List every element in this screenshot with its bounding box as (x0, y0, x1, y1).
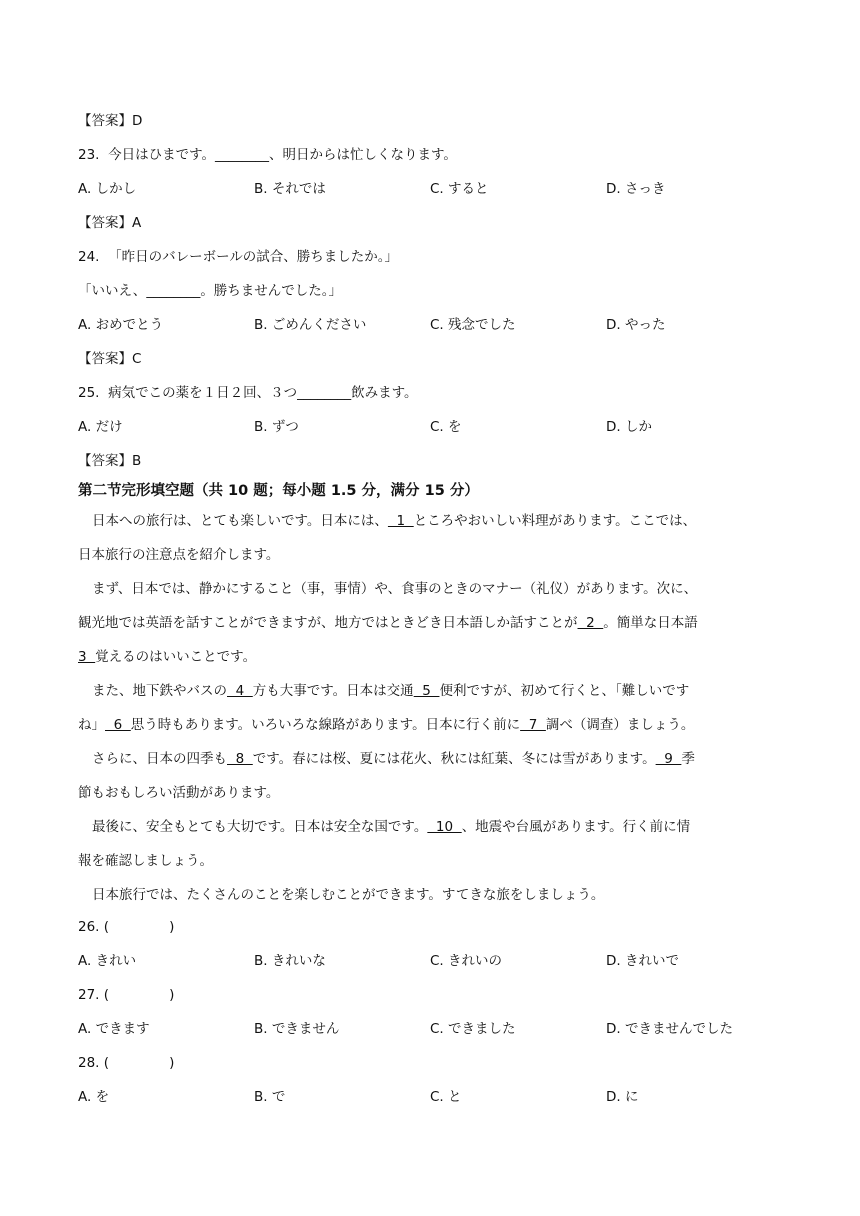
blank-4: 4 (227, 683, 253, 699)
option-b: B. それでは (254, 181, 326, 197)
question-blank: ________ (215, 147, 269, 163)
question-text-post: 。勝ちませんでした。」 (200, 283, 343, 299)
option-c: C. きれいの (430, 953, 503, 969)
answer-24: 【答案】C (78, 351, 142, 367)
question-text-pre: 病気でこの薬を１日２回、３つ (108, 385, 298, 401)
option-a: A. おめでとう (78, 317, 164, 333)
option-a: A. しかし (78, 181, 137, 197)
passage-text: ところやおいしい料理があります。ここでは、 (413, 513, 697, 529)
passage-p6: 日本旅行では、たくさんのことを楽しむことができます。すてきな旅をしましょう。 (92, 887, 605, 903)
option-c: C. と (430, 1089, 462, 1105)
passage-text: 覚えるのはいいことです。 (95, 649, 257, 665)
passage-text: 思う時もあります。いろいろな線路があります。日本に行く前に (130, 717, 521, 733)
option-d: D. しか (606, 419, 652, 435)
option-c: C. できました (430, 1021, 516, 1037)
passage-text: さらに、日本の四季も (92, 751, 227, 767)
passage-p3-line2 (78, 715, 694, 735)
option-d: D. できませんでした (606, 1021, 733, 1037)
passage-text: また、地下鉄やバスの (92, 683, 227, 699)
question-number: 25. (78, 385, 100, 401)
option-b: B. で (254, 1089, 286, 1105)
passage-text: 季 (681, 751, 695, 767)
option-d: D. やった (606, 317, 666, 333)
question-28: 28. ( ) (78, 1055, 175, 1071)
passage-text: 日本への旅行は、とても楽しいです。日本には、 (92, 513, 388, 529)
option-a: A. だけ (78, 419, 123, 435)
question-text-post: 飲みます。 (351, 385, 418, 401)
question-blank: ________ (297, 385, 352, 401)
option-b: B. できません (254, 1021, 340, 1037)
blank-6: 6 (105, 717, 131, 733)
option-c: C. を (430, 419, 462, 435)
passage-text: 方も大事です。日本は交通 (252, 683, 414, 699)
option-b: B. ずつ (254, 419, 299, 435)
option-a: A. きれい (78, 953, 137, 969)
blank-2: 2 (577, 615, 604, 631)
question-24 (78, 247, 398, 267)
passage-text: 調べ（调查）ましょう。 (545, 717, 695, 733)
passage-text: ね」 (78, 717, 105, 733)
answer-25: 【答案】B (78, 453, 142, 469)
passage-p2-line3 (78, 647, 256, 667)
option-d: D. きれいで (606, 953, 679, 969)
passage-p5-line2: 報を確認しましょう。 (78, 853, 213, 869)
option-d: D. さっき (606, 181, 666, 197)
question-24-line2 (78, 281, 342, 301)
passage-p4-line1 (92, 749, 695, 769)
passage-text: 便利ですが、初めて行くと、「難しいです (439, 683, 690, 699)
blank-10: 10 (427, 819, 462, 835)
option-c: C. 残念でした (430, 317, 516, 333)
blank-7: 7 (520, 717, 546, 733)
option-a: A. を (78, 1089, 110, 1105)
blank-8: 8 (227, 751, 253, 767)
question-number: 24. (78, 249, 100, 265)
passage-p2-line2 (78, 613, 698, 633)
passage-text: 最後に、安全もとても大切です。日本は安全な国です。 (92, 819, 428, 835)
passage-text: 。簡単な日本語 (603, 615, 698, 631)
question-blank: ________ (146, 283, 201, 299)
option-d: D. に (606, 1089, 639, 1105)
question-23 (78, 145, 457, 165)
section-title: 第二节完形填空题（共 10 题；每小题 1.5 分，满分 15 分） (78, 483, 479, 499)
passage-text: 観光地では英語を話すことができますが、地方ではときどき日本語しか話すことが (78, 615, 578, 631)
blank-5: 5 (413, 683, 440, 699)
option-b: B. きれいな (254, 953, 326, 969)
passage-p1-line2: 日本旅行の注意点を紹介します。 (78, 547, 280, 563)
question-text-pre: 今日はひまです。 (108, 147, 215, 163)
passage-text: 、地震や台風があります。行く前に情 (461, 819, 691, 835)
passage-text: です。春には桜、夏には花火、秋には紅葉、冬には雪があります。 (252, 751, 656, 767)
option-b: B. ごめんください (254, 317, 367, 333)
question-text-post: 、明日からは忙しくなります。 (269, 147, 457, 163)
blank-3: 3 (78, 649, 96, 665)
passage-p3-line1 (92, 681, 689, 701)
passage-p2-line1: まず、日本では、静かにすること（事，事情）や、食事のときのマナー（礼仪）があります。次に、 (92, 581, 698, 597)
question-text-pre: 「いいえ、 (78, 283, 147, 299)
answer-22: 【答案】D (78, 113, 143, 129)
question-number: 23. (78, 147, 100, 163)
question-26: 26. ( ) (78, 919, 175, 935)
passage-p4-line2: 節もおもしろい活動があります。 (78, 785, 280, 801)
option-a: A. できます (78, 1021, 150, 1037)
question-27: 27. ( ) (78, 987, 175, 1003)
question-text: 「昨日のバレーボールの試合、勝ちましたか。」 (108, 249, 399, 265)
blank-9: 9 (655, 751, 682, 767)
option-c: C. すると (430, 181, 489, 197)
passage-p1-line1 (92, 511, 696, 531)
passage-p5-line1 (92, 817, 690, 837)
question-25 (78, 383, 418, 403)
answer-23: 【答案】A (78, 215, 142, 231)
blank-1: 1 (387, 513, 414, 529)
